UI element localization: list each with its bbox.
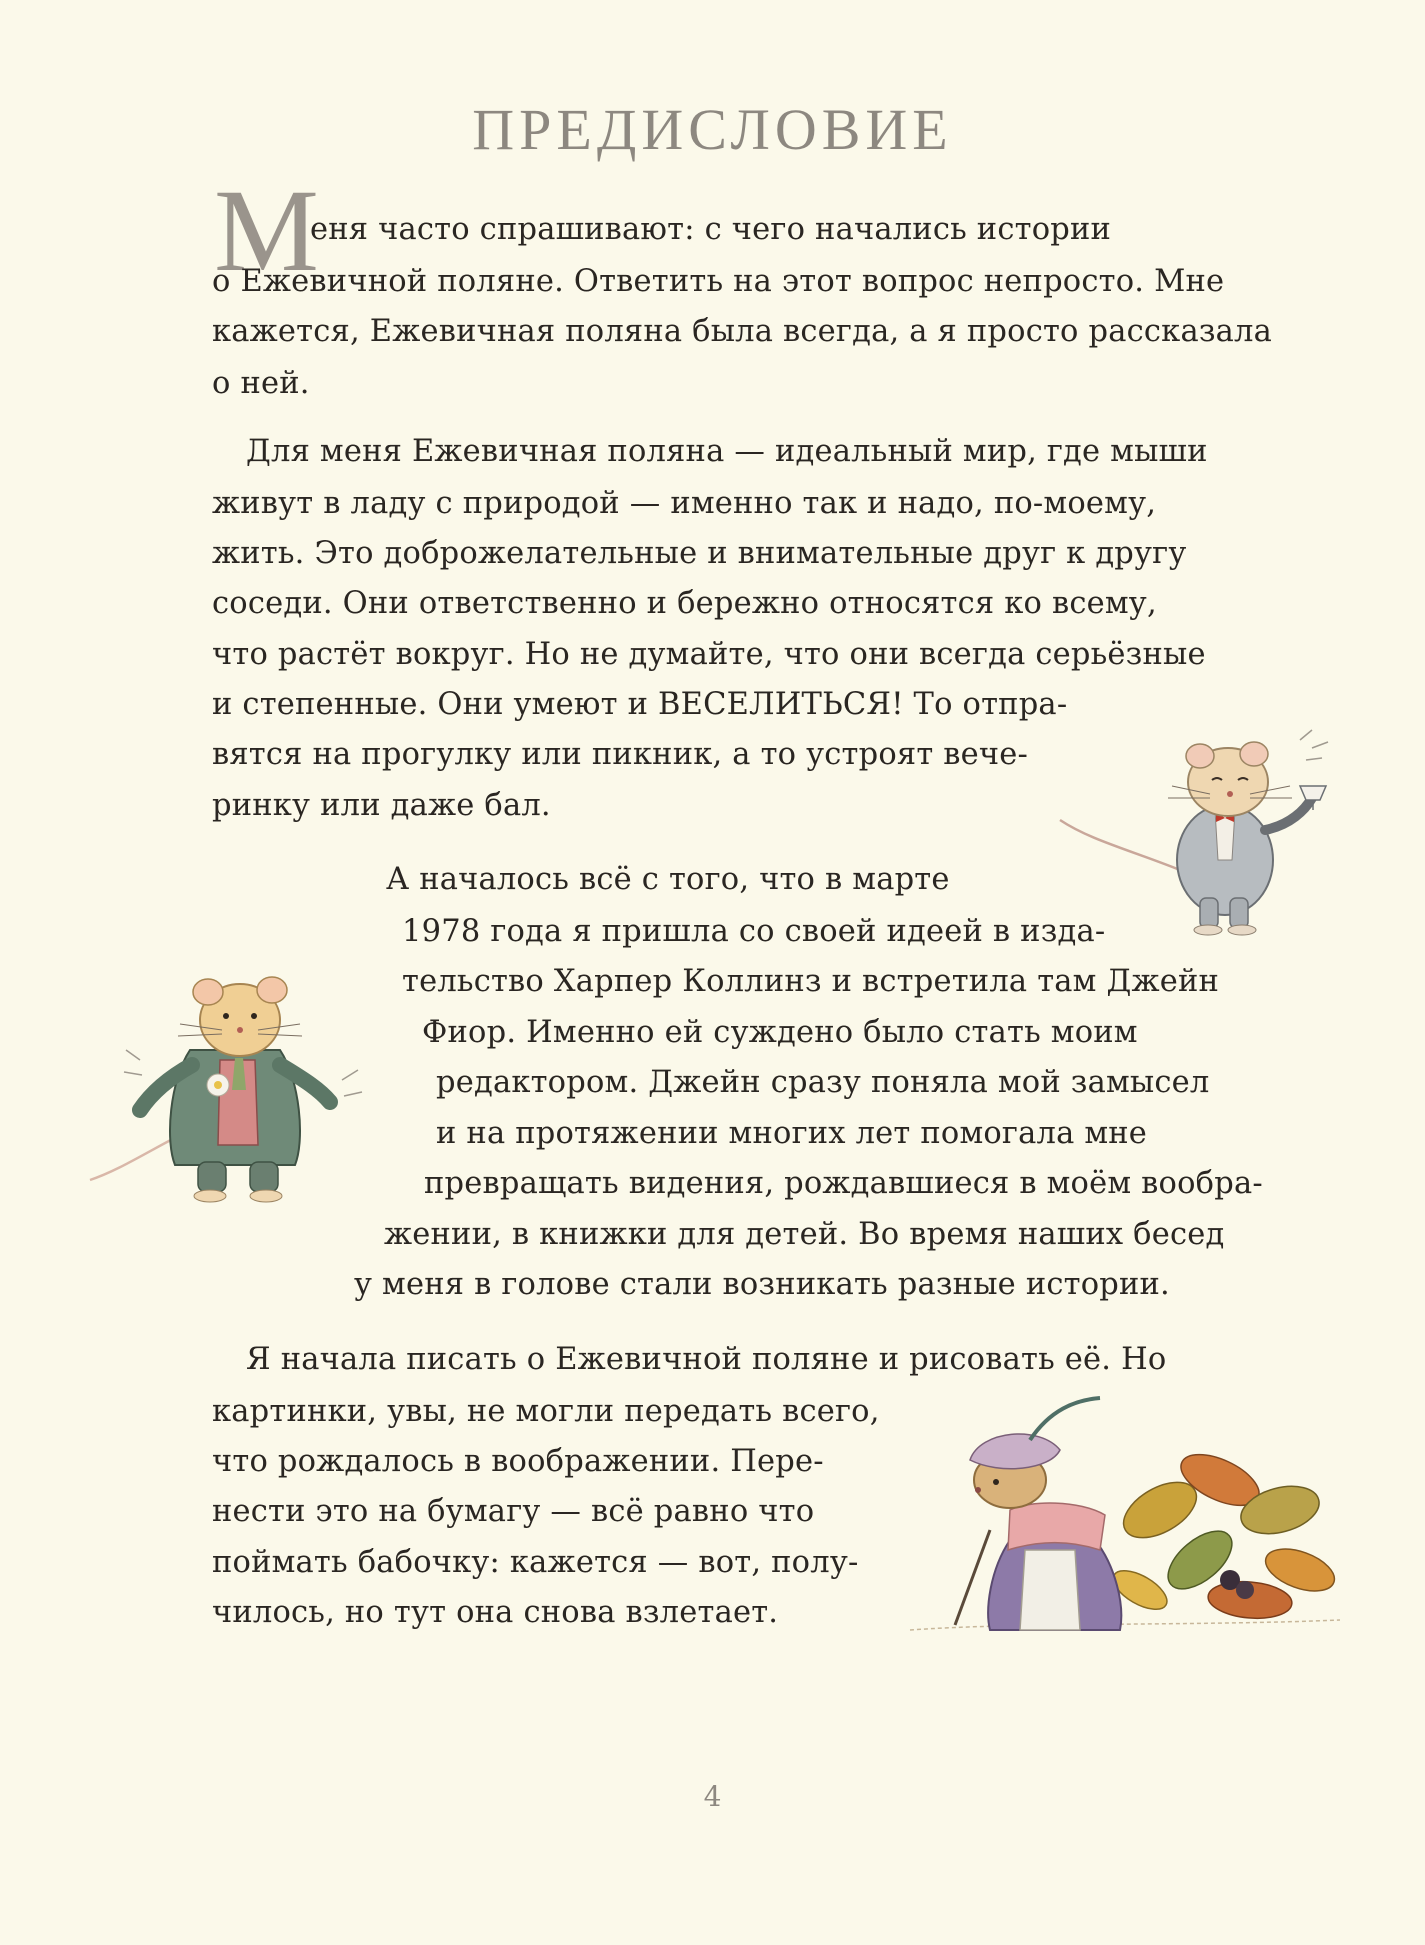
mouse-in-green-coat-icon xyxy=(80,930,400,1230)
mouse-with-teacup-icon xyxy=(1050,700,1390,940)
text-line: у меня в голове стали возникать разные истории. xyxy=(354,1267,1170,1302)
text-line: нести это на бумагу — всё равно что xyxy=(212,1494,815,1529)
mouse-in-bonnet-with-leaves-icon xyxy=(900,1390,1350,1650)
drop-cap: М xyxy=(214,165,319,296)
text-line: еня часто спрашивают: с чего начались истории xyxy=(310,212,1112,247)
text-line: превращать видения, рождавшиеся в моём вообра- xyxy=(424,1166,1263,1201)
text-line: Для меня Ежевичная поляна — идеальный мир, где мыши xyxy=(246,434,1208,469)
text-line: о Ежевичной поляне. Ответить на этот вопрос непросто. Мне xyxy=(212,264,1225,299)
text-line: и степенные. Они умеют и ВЕСЕЛИТЬСЯ! То отпра- xyxy=(212,687,1068,722)
text-line: вятся на прогулку или пикник, а то устроят вече- xyxy=(212,737,1029,772)
text-line: что растёт вокруг. Но не думайте, что они всегда серьёзные xyxy=(212,637,1206,672)
text-line: тельство Харпер Коллинз и встретила там Джейн xyxy=(402,964,1220,999)
text-line: картинки, увы, не могли передать всего, xyxy=(212,1394,880,1429)
text-line: Фиор. Именно ей суждено было стать моим xyxy=(422,1015,1138,1050)
text-line: 1978 года я пришла со своей идеей в изда- xyxy=(402,914,1106,949)
text-line: что рождалось в воображении. Пере- xyxy=(212,1444,824,1479)
text-line: жении, в книжки для детей. Во время наших бесед xyxy=(384,1217,1225,1252)
text-line: кажется, Ежевичная поляна была всегда, а я просто рассказала xyxy=(212,314,1273,349)
text-line: поймать бабочку: кажется — вот, полу- xyxy=(212,1545,859,1580)
text-line: жить. Это доброжелательные и внимательные друг к другу xyxy=(212,536,1187,571)
page-number: 4 xyxy=(703,1780,722,1813)
text-line: живут в ладу с природой — именно так и надо, по-моему, xyxy=(212,486,1157,521)
text-line: о ней. xyxy=(212,366,310,401)
text-line: А началось всё с того, что в марте xyxy=(386,862,950,897)
text-line: ринку или даже бал. xyxy=(212,788,551,823)
text-line: Я начала писать о Ежевичной поляне и рисовать её. Но xyxy=(246,1342,1167,1377)
text-line: и на протяжении многих лет помогала мне xyxy=(436,1116,1148,1151)
text-line: соседи. Они ответственно и бережно относятся ко всему, xyxy=(212,586,1157,621)
page-title: ПРЕДИСЛОВИЕ xyxy=(472,97,953,162)
text-line: редактором. Джейн сразу поняла мой замысел xyxy=(436,1065,1210,1100)
text-line: чилось, но тут она снова взлетает. xyxy=(212,1595,779,1630)
